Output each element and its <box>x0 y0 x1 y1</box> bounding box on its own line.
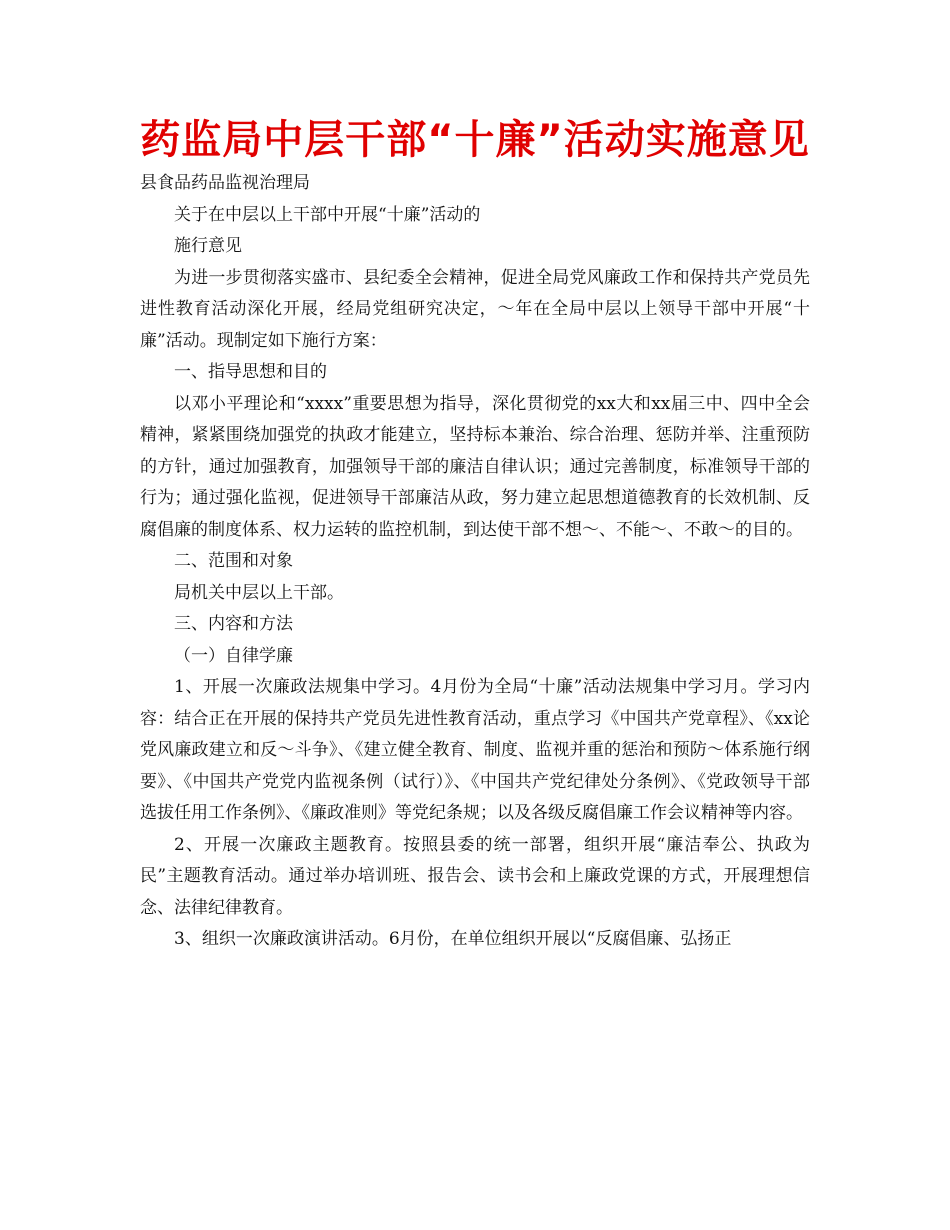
heading-scope: 二、范围和对象 <box>174 551 293 571</box>
paragraph-item-2: 2、开展一次廉政主题教育。按照县委的统一部署，组织开展“廉洁奉公、执政为民”主题教育活动。通过举办培训班、报告会、读书会和上廉政党课的方式，开展理想信念、法律纪律教育。 <box>140 834 810 918</box>
paragraph-item-1: 1、开展一次廉政法规集中学习。4月份为全局“十廉”活动法规集中学习月。学习内容：结合正在开展的保持共产党员先进性教育活动，重点学习《中国共产党章程》、《xx论党风廉政建立和反～斗争》、《建立健全教育、制度、监视并重的惩治和预防～体系施行纲要》、《中国共产党党内监视条例（试行）》、《中国共产党纪律处分条例》、《党政领导干部选拔任用工作条例》、《廉政准则》等党纪条规；以及各级反腐倡廉工作会议精神等内容。 <box>140 677 810 823</box>
paragraph-issuer: 县食品药品监视治理局 <box>140 173 310 193</box>
heading-content-method: 三、内容和方法 <box>174 614 293 634</box>
paragraph-item-3: 3、组织一次廉政演讲活动。6月份，在单位组织开展以“反腐倡廉、弘扬正 <box>174 929 732 949</box>
paragraph-guiding-thought: 以邓小平理论和“xxxx”重要思想为指导，深化贯彻党的xx大和xx届三中、四中全会精神，紧紧围绕加强党的执政才能建立，坚持标本兼治、综合治理、惩防并举、注重预防的方针，通过加强教育，加强领导干部的廉洁自律认识；通过完善制度，标准领导干部的行为；通过强化监视，促进领导干部廉洁从政，努力建立起思想道德教育的长效机制、反腐倡廉的制度体系、权力运转的监控机制，到达使干部不想～、不能～、不敢～的目的。 <box>140 393 810 540</box>
paragraph-subject-line-1: 关于在中层以上干部中开展“十廉”活动的 <box>174 204 481 225</box>
document-title: 药监局中层干部“十廉”活动实施意见 <box>140 117 810 163</box>
subheading-self-discipline: （一）自律学廉 <box>174 645 293 666</box>
heading-guiding-thought: 一、指导思想和目的 <box>174 362 327 382</box>
document-body <box>140 168 810 956</box>
paragraph-intro: 为进一步贯彻落实盛市、县纪委全会精神，促进全局党风廉政工作和保持共产党员先进性教育活动深化开展，经局党组研究决定，～年在全局中层以上领导干部中开展“十廉”活动。现制定如下施行方案： <box>140 267 810 351</box>
paragraph-scope: 局机关中层以上干部。 <box>174 582 344 603</box>
paragraph-subject-line-2: 施行意见 <box>174 236 242 256</box>
